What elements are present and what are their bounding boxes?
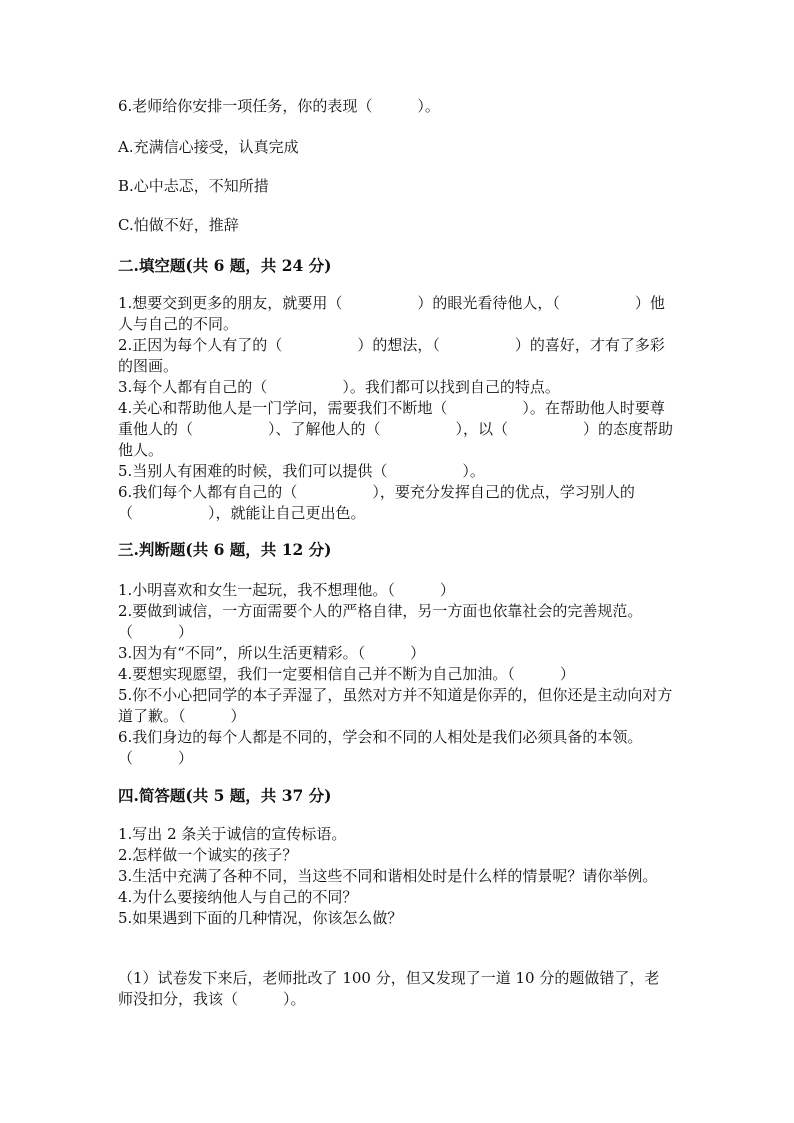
q6-option-a: A.充满信心接受，认真完成 (118, 138, 299, 156)
short-item-1: 1.写出 2 条关于诚信的宣传标语。 (118, 825, 347, 843)
fill-item-3: 3.每个人都有自己的（ ）。我们都可以找到自己的特点。 (118, 378, 560, 396)
judge-item-2: 2.要做到诚信，一方面需要个人的严格自律，另一方面也依靠社会的完善规范。（ ） (118, 602, 643, 641)
fill-item-6: 6.我们每个人都有自己的（ ），要充分发挥自己的优点，学习别人的（ ），就能让自己更出色。 (118, 483, 635, 522)
q6-question: 6.老师给你安排一项任务，你的表现（ ）。 (118, 97, 440, 115)
section3-list (118, 580, 674, 769)
q6-option-b: B.心中忐忑，不知所措 (118, 177, 269, 195)
section4-heading: 四.简答题(共 5 题，共 37 分) (118, 786, 332, 805)
judge-item-6: 6.我们身边的每个人都是不同的，学会和不同的人相处是我们必须具备的本领。（ ） (118, 728, 643, 767)
judge-item-4: 4.要想实现愿望，我们一定要相信自己并不断为自己加油。（ ） (118, 665, 575, 683)
fill-item-2: 2.正因为每个人有了的（ ）的想法，（ ）的喜好，才有了多彩的图画。 (118, 336, 665, 375)
short-item-4: 4.为什么要接纳他人与自己的不同？ (118, 888, 358, 906)
short-item-5-sub: （1）试卷发下来后，老师批改了 100 分，但又发现了一道 10 分的题做错了，老师没扣分，我该（ ）。 (118, 969, 660, 1008)
section3-heading: 三.判断题(共 6 题，共 12 分) (118, 540, 332, 559)
short-item-3: 3.生活中充满了各种不同，当这些不同和谐相处时是什么样的情景呢？请你举例。 (118, 867, 658, 885)
section4-list (118, 824, 674, 929)
judge-item-3: 3.因为有“不同”，所以生活更精彩。（ ） (118, 644, 426, 662)
fill-item-4: 4.关心和帮助他人是一门学问，需要我们不断地（ ）。在帮助他人时要尊重他人的（ ）、了解他人的（ ），以（ ）的态度帮助他人。 (118, 399, 674, 459)
judge-item-1: 1.小明喜欢和女生一起玩，我不想理他。（ ） (118, 581, 455, 599)
judge-item-5: 5.你不小心把同学的本子弄湿了，虽然对方并不知道是你弄的，但你还是主动向对方道了歉。（ ） (118, 686, 673, 725)
short-item-2: 2.怎样做一个诚实的孩子？ (118, 846, 298, 864)
fill-item-1: 1.想要交到更多的朋友，就要用（ ）的眼光看待他人，（ ）他人与自己的不同。 (118, 294, 665, 333)
section2-list (118, 293, 674, 524)
section2-heading: 二.填空题(共 6 题，共 24 分) (118, 256, 332, 275)
q6-option-c: C.怕做不好，推辞 (118, 216, 239, 234)
fill-item-5: 5.当别人有困难的时候，我们可以提供（ ）。 (118, 462, 485, 480)
short-item-5: 5.如果遇到下面的几种情况，你该怎么做？ (118, 909, 403, 927)
